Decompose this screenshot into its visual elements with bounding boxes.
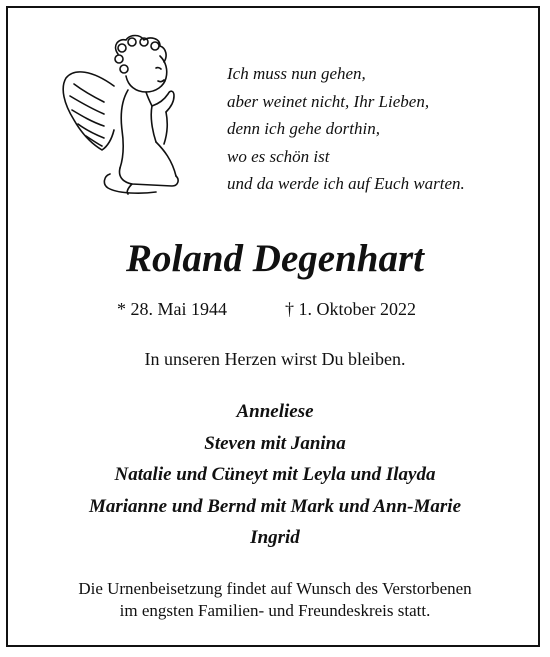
- mourner-entry: Ingrid: [250, 527, 300, 548]
- death-date: † 1. Oktober 2022: [285, 299, 416, 319]
- birth-date: * 28. Mai 1944: [117, 299, 227, 319]
- burial-note-line: Die Urnenbeisetzung findet auf Wunsch des Verstorbenen: [78, 579, 472, 598]
- poem: [227, 60, 527, 198]
- praying-angel-icon: [52, 34, 202, 204]
- burial-note-line: im engsten Familien- und Freundeskreis statt.: [119, 601, 431, 620]
- deceased-name: Roland Degenhart: [126, 237, 424, 280]
- mourner-entry: Marianne und Bernd mit Mark und Ann-Marie: [88, 495, 462, 517]
- poem-line: aber weinet nicht, Ihr Lieben,: [227, 91, 430, 111]
- memorial-motto: In unseren Herzen wirst Du bleiben.: [144, 349, 406, 369]
- mourner-entry: Anneliese: [236, 401, 314, 422]
- mourner-entry: Natalie und Cüneyt mit Leyla und Ilayda: [114, 464, 436, 485]
- poem-line: und da werde ich auf Euch warten.: [227, 174, 465, 193]
- poem-line: denn ich gehe dorthin,: [227, 119, 380, 138]
- mourners-list: [0, 396, 550, 554]
- mourner-entry: Steven mit Janina: [204, 432, 346, 454]
- poem-line: Ich muss nun gehen,: [227, 64, 366, 83]
- burial-note: [0, 578, 550, 622]
- poem-line: wo es schön ist: [227, 146, 330, 166]
